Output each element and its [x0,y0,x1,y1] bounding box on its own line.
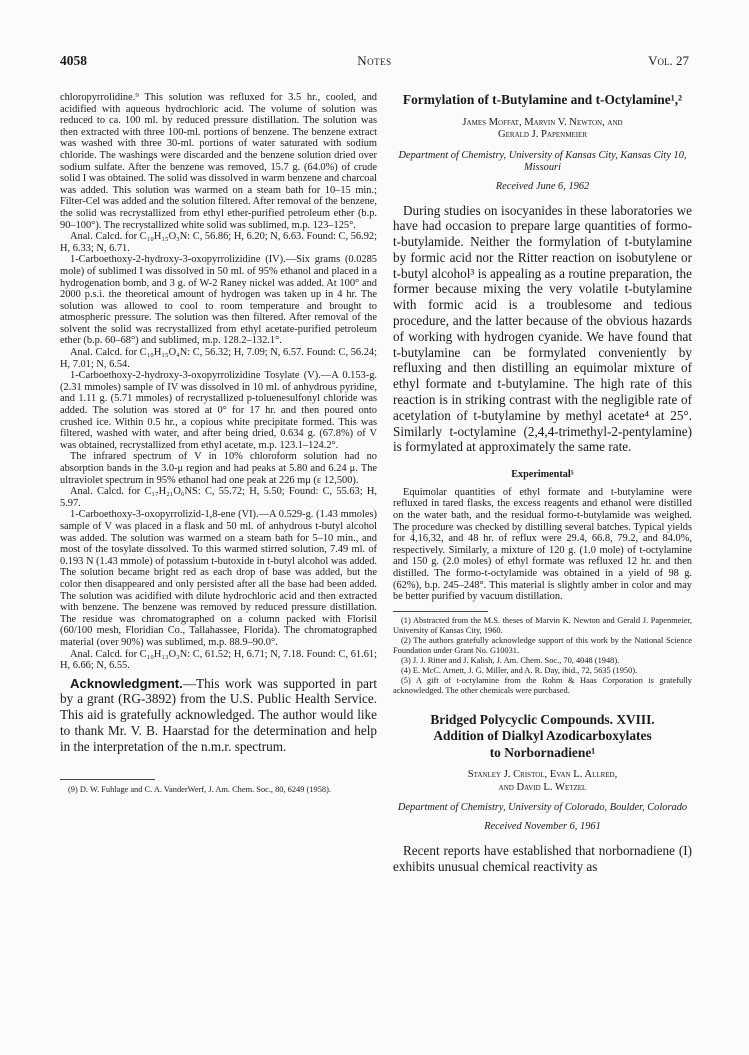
right-column [393,92,692,875]
received-date: Received June 6, 1962 [495,180,590,192]
footnote: (1) Abstracted from the M.S. theses of Marvin K. Newton and Gerald J. Papenmeier, University of Kansas City, 1960. [393,615,692,635]
section-name: Notes [357,53,392,68]
analysis-line: Anal. Calcd. for C₁₇H₂₁O₆NS: C, 55.72; H, 5.50; Found: C, 55.63; H, 5.97. [60,486,377,509]
paragraph: 1-Carboethoxy-2-hydroxy-3-oxopyrrolizidine Tosylate (V).—A 0.153-g. (2.31 mmoles) sample of IV was dissolved in 10 ml. of anhydrous pyridine, and 1.11 g. (5.71 mmoles) of recrystallized p-toluenesulfonyl chloride was added. The solution was stored at 0° for 17 hr. and then poured onto crushed ice. Within 0.5 hr., a copious white precipitate formed. This was filtered, washed with water, and after being dried, 0.634 g. (67.8%) of V was obtained, recrystallized from ethyl acetate, m.p. 123.1–124.2°. [60,370,377,451]
paragraph: 1-Carboethoxy-2-hydroxy-3-oxopyrrolizidine (IV).—Six grams (0.0285 mole) of sublimed I was dissolved in 50 ml. of 95% ethanol and placed in a hydrogenation bomb, and 3 g. of W-2 Raney nickel was added. At 100° and 2000 p.s.i. the theoretical amount of hydrogen was taken up in 4 hr. The solution was allowed to cool to room temperature and brought to atmospheric pressure. The solution was then filtered. After removal of the solvent the solid was recrystallized from ethyl acetate-purified petroleum ether (b.p. 60–68°) and sublimed, m.p. 128.2–132.1°. [60,254,377,347]
acknowledgment-text: —This work was supported in part by a grant (RG-3892) from the U.S. Public Health Service. This aid is gratefully acknowledged. The author would like to thank Mr. V. B. Haarstad for the determination and help in the interpretation of the n.m.r. spectrum. [60,675,377,754]
acknowledgment-heading: Acknowledgment. [70,675,183,691]
footnote-rule [60,779,155,780]
left-column [60,92,377,795]
paragraph: 1-Carboethoxy-3-oxopyrrolizid-1,8-ene (VI).—A 0.529-g. (1.43 mmoles) sample of V was placed in a flask and 50 ml. of anhydrous t-butyl alcohol was added. The solution was warmed on a steam bath for 5–10 min., and most of the tosylate dissolved. To this warmed stirred solution, 7.49 ml. of 0.193 N (1.43 mmole) of potassium t-butoxide in t-butyl alcohol was added. The solution became bright red as each drop of base was added, but the color then disappeared and only persisted after all the base had been added. The solution was acidified with dilute hydrochloric acid and then extracted with benzene. The benzene was removed by reduced pressure distillation. The residue was chromatographed on a column packed with Florisil (60/100 mesh, Floridian Co., Tallahassee, Florida). The chromatographed material (over 90%) was sublimed, m.p. 88.9–90.0°. [60,509,377,648]
analysis-line: Anal. Calcd. for C₁₀H₁₅O₄N: C, 56.32; H, 7.09; N, 6.57. Found: C, 56.24; H, 7.01; N, 6.54. [60,347,377,370]
received-date: Received November 6, 1961 [484,821,601,833]
footnote: (9) D. W. Fuhlage and C. A. VanderWerf, J. Am. Chem. Soc., 80, 6249 (1958). [68,784,331,794]
footnote: (4) E. McC. Arnett, J. G. Miller, and A. R. Day, ibid., 72, 5635 (1950). [401,665,638,675]
analysis-line: Anal. Calcd. for C₁₀H₁₅O₃N: C, 56.86; H, 6.20; N, 6.63. Found: C, 56.92; H, 6.33; N, 6.71. [60,231,377,254]
title-line: Addition of Dialkyl Azodicarboxylates [433,728,652,744]
experimental-text: Equimolar quantities of ethyl formate and t-butylamine were refluxed in tared flasks, the excess reagents and ethanol were distilled on the water bath, and the residual formo-t-butylamide was weighed. The procedure was checked by distilling several batches. Typical yields for 4,16,32, and 48 hr. of reflux were 29.4, 66.8, 79.2, and 84.0%, respectively. Similarly, a mixture of 120 g. (1.0 mole) of t-octylamine and 150 g. (2.0 moles) of ethyl formate was refluxed 12 hr. and then distilled. The formo-t-octylamide was obtained in a yield of 98 g. (62%), b.p. 245–248°. This material is slightly amber in color and may be better purified by vacuum distillation. [393,486,692,603]
footnote: (2) The authors gratefully acknowledge support of this work by the National Science Foundation under Grant No. G10031. [393,635,692,655]
authors-line: James Moffat, Marvin V. Newton, and [462,116,623,128]
experimental-heading: Experimental⁵ [511,469,574,481]
title-line: Bridged Polycyclic Compounds. XVIII. [430,711,655,727]
authors [393,117,692,142]
paragraph: The infrared spectrum of V in 10% chloroform solution had no absorption bands in the 3.0-μ region and had peaks at 5.80 and 6.24 μ. The ultraviolet spectrum in 95% ethanol had one peak at 226 mμ (ε 12,500). [60,451,377,486]
affiliation: Department of Chemistry, University of Colorado, Boulder, Colorado [397,802,688,814]
authors-line: Stanley J. Cristol, Evan L. Allred, [467,769,618,781]
title-line: to Norbornadiene¹ [489,744,596,760]
article-body: During studies on isocyanides in these laboratories we have had occasion to prepare large quantities of formo-t-butylamide. Neither the formylation of t-butylamine by formic acid nor the Ritter reaction on isobutylene or t-butyl alcohol³ is appealing as a routine preparation, the former because mixing the very volatile t-butylamine with formic acid is a troublesome and tedious procedure, and the latter because of the obvious hazards of working with hydrogen cyanide. We have found that t-butylamine can be formylated conveniently by refluxing and then distilling an equimolar mixture of ethyl formate and t-butylamine. The high rate of this reaction is in striking contrast with the negligible rate of acetylation of t-butylamine by methyl acetate⁴ at 25°. Similarly t-octylamine (2,4,4-trimethyl-2-pentylamine) is formylated at approximately the same rate. [393,202,692,455]
article-body: Recent reports have established that norbornadiene (I) exhibits unusual chemical reactivity as [393,843,692,874]
authors-line: and David L. Wetzel [498,781,587,793]
article-title: Formylation of t-Butylamine and t-Octylamine¹,² [402,92,683,107]
paragraph: chloropyrrolidine.⁹ This solution was refluxed for 3.5 hr., cooled, and acidified with aqueous hydrochloric acid. The volume of solution was reduced to ca. 100 ml. by reduced pressure distillation. The solution was then extracted with three 100-ml. portions of benzene. The benzene extract was washed with three 30-ml. portions of water saturated with sodium chloride. The washings were discarded and the benzene solution dried over sodium sulfate. After the benzene was removed, 15.7 g. (64.0%) of crude solid I was obtained. The solid was dissolved in warm benzene and charcoal was added. This solution was warmed on a steam bath for 10–15 min.; Filter-Cel was added and the solution filtered. After removal of the benzene, the solid was recrystallized from ethyl ether-purified petroleum ether (b.p. 90–100°). The recrystallized white solid was sublimed, m.p. 123–125°. [60,92,377,231]
footnote-rule [393,611,488,612]
analysis-line: Anal. Calcd. for C₁₀H₁₃O₃N: C, 61.52; H, 6.71; N, 7.18. Found: C, 61.61; H, 6.66; N, 6.55. [60,648,377,672]
footnote: (5) A gift of t-octylamine from the Rohm & Haas Corporation is gratefully acknowledged. The other chemicals were purchased. [393,675,692,695]
footnote: (3) J. J. Ritter and J. Kalish, J. Am. Chem. Soc., 70, 4048 (1948). [401,655,620,665]
page-number: 4058 [60,53,87,68]
authors-line: Gerald J. Papenmeier [498,129,587,140]
running-header [60,53,689,69]
affiliation: Department of Chemistry, University of Kansas City, Kansas City 10, Missouri [398,149,687,173]
authors [393,769,692,794]
article-title [393,712,692,762]
acknowledgment [60,676,377,755]
volume-label: Vol. 27 [648,53,689,68]
